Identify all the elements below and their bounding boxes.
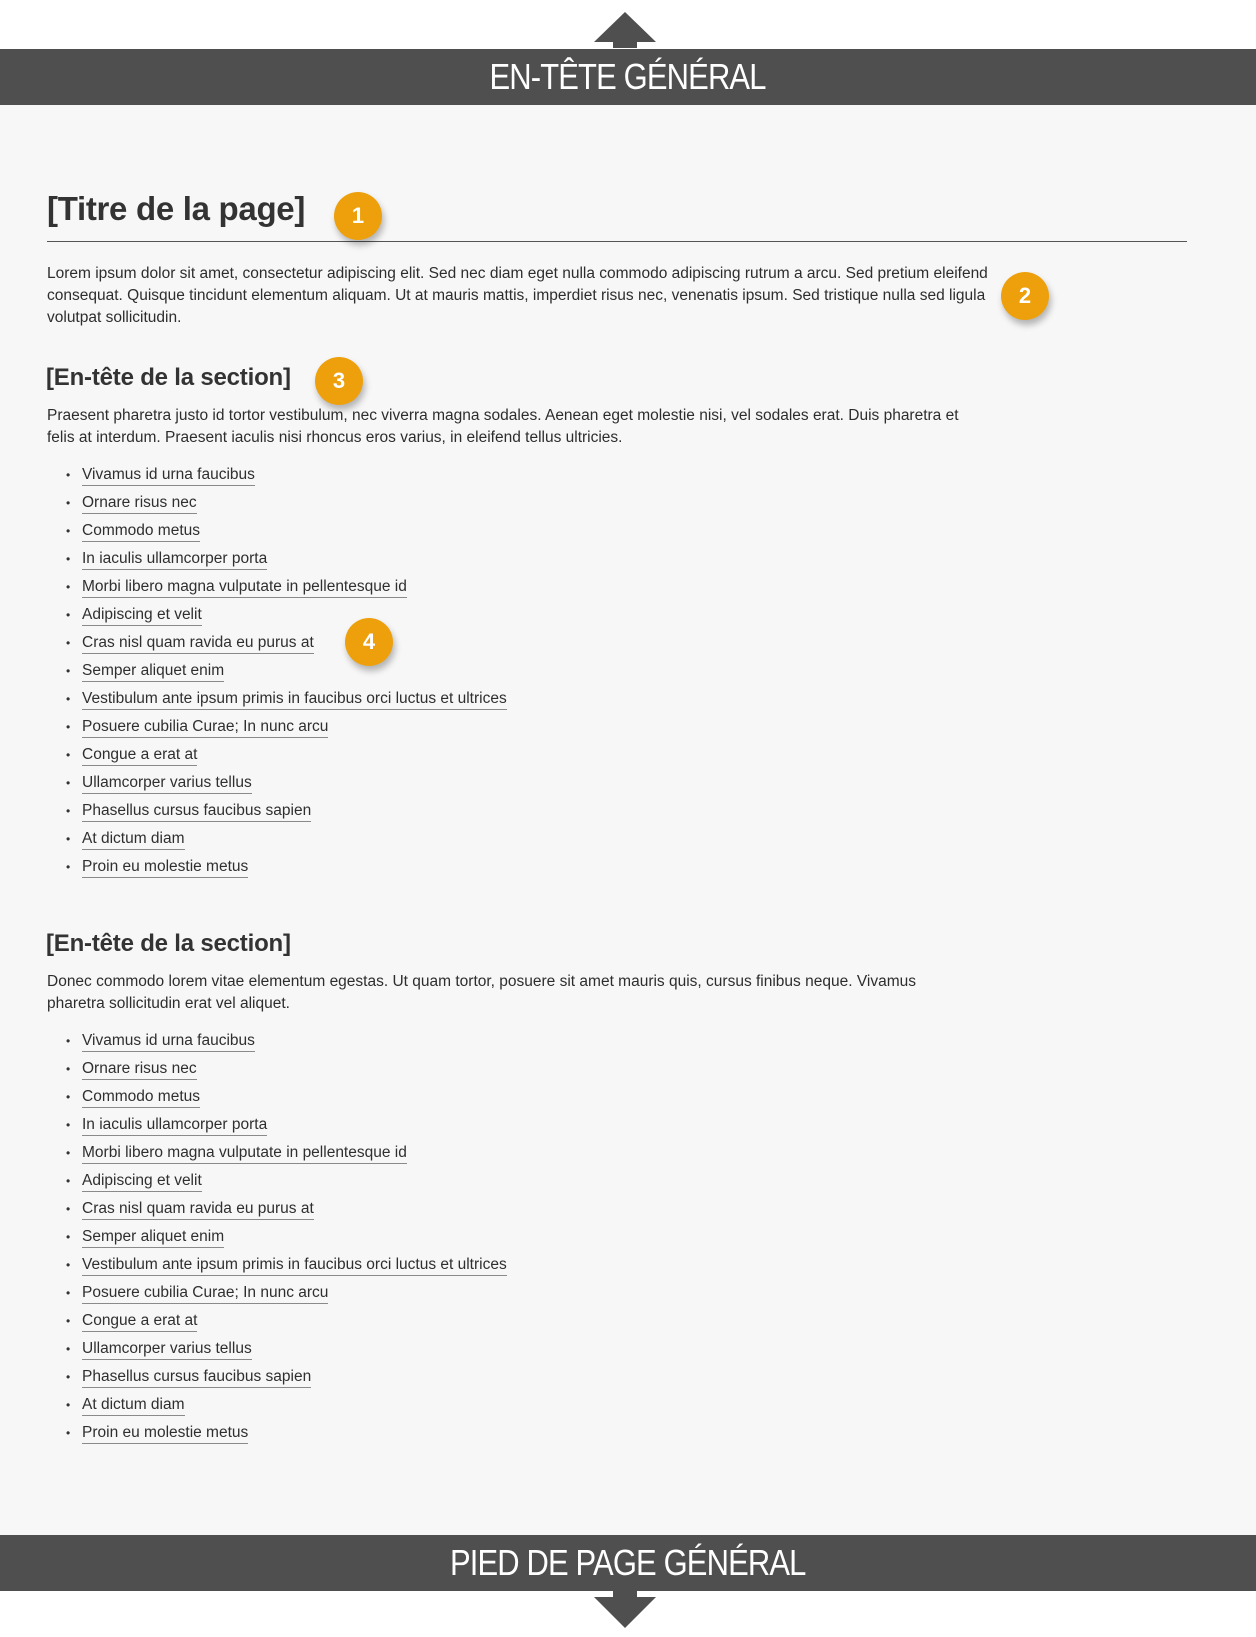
link-list: [66, 1031, 507, 1451]
list-link[interactable]: Cras nisl quam ravida eu purus at: [82, 1199, 314, 1220]
bullet-icon: •: [66, 1146, 71, 1160]
list-link[interactable]: Phasellus cursus faucibus sapien: [82, 1367, 311, 1388]
badge-number: 1: [351, 203, 365, 228]
list-item: [66, 1395, 507, 1423]
list-item: [66, 1339, 507, 1367]
bullet-icon: •: [66, 1370, 71, 1384]
bullet-icon: •: [66, 748, 71, 762]
bullet-icon: •: [66, 692, 71, 706]
bullet-icon: •: [66, 552, 71, 566]
bullet-icon: •: [66, 1426, 71, 1440]
global-header: [0, 49, 1256, 105]
list-item: [66, 1283, 507, 1311]
list-link[interactable]: At dictum diam: [82, 1395, 185, 1416]
list-item: [66, 1115, 507, 1143]
list-link[interactable]: Congue a erat at: [82, 1311, 197, 1332]
page-title-row: [47, 186, 1187, 242]
list-item: [66, 829, 507, 857]
bullet-icon: •: [66, 804, 71, 818]
bullet-icon: •: [66, 776, 71, 790]
section-heading: [En-tête de la section]: [46, 364, 291, 391]
global-footer-label: PIED DE PAGE GÉNÉRAL: [450, 1542, 806, 1583]
section-heading: [En-tête de la section]: [46, 930, 291, 957]
arrow-up-icon: [594, 12, 656, 48]
bullet-icon: •: [66, 1034, 71, 1048]
list-item: [66, 661, 507, 689]
bullet-icon: •: [66, 496, 71, 510]
badge-4: [345, 618, 393, 666]
badge-3: [315, 357, 363, 405]
list-item: [66, 1311, 507, 1339]
list-item: [66, 465, 507, 493]
list-item: [66, 773, 507, 801]
list-link[interactable]: Morbi libero magna vulputate in pellentesque id: [82, 577, 407, 598]
bullet-icon: •: [66, 832, 71, 846]
bullet-icon: •: [66, 1174, 71, 1188]
list-item: [66, 689, 507, 717]
list-item: [66, 1087, 507, 1115]
list-item: [66, 521, 507, 549]
list-item: [66, 1227, 507, 1255]
list-item: [66, 633, 507, 661]
list-item: [66, 1367, 507, 1395]
list-item: [66, 1059, 507, 1087]
list-link[interactable]: Ornare risus nec: [82, 493, 197, 514]
list-item: [66, 549, 507, 577]
list-link[interactable]: Congue a erat at: [82, 745, 197, 766]
bullet-icon: •: [66, 468, 71, 482]
list-link[interactable]: Commodo metus: [82, 521, 200, 542]
list-link[interactable]: Morbi libero magna vulputate in pellentesque id: [82, 1143, 407, 1164]
list-item: [66, 857, 507, 885]
section-paragraph: Praesent pharetra justo id tortor vestibulum, nec viverra magna sodales. Aenean eget molestie nisi, vel sodales erat. Duis pharetra et felis at interdum. Praesent iaculis nisi rhoncus eros varius, in eleifend tellus ultricies.: [47, 407, 959, 446]
bullet-icon: •: [66, 1314, 71, 1328]
bullet-icon: •: [66, 1258, 71, 1272]
list-item: [66, 745, 507, 773]
badge-number: 3: [332, 368, 346, 393]
list-link[interactable]: Adipiscing et velit: [82, 605, 202, 626]
bullet-icon: •: [66, 608, 71, 622]
bullet-icon: •: [66, 1230, 71, 1244]
badge-2: [1001, 272, 1049, 320]
bullet-icon: •: [66, 860, 71, 874]
list-link[interactable]: Semper aliquet enim: [82, 1227, 224, 1248]
list-link[interactable]: At dictum diam: [82, 829, 185, 850]
list-item: [66, 1031, 507, 1059]
list-item: [66, 1171, 507, 1199]
intro-paragraph: Lorem ipsum dolor sit amet, consectetur adipiscing elit. Sed nec diam eget nulla commodo adipiscing rutrum a arcu. Sed pretium eleifend consequat. Quisque tincidunt elementum aliquam. Ut at mauris mattis, imperdiet risus nec, venenatis ipsum. Sed tristique nulla sed ligula volutpat sollicitudin.: [47, 265, 988, 326]
list-item: [66, 717, 507, 745]
list-link[interactable]: Vivamus id urna faucibus: [82, 465, 255, 486]
list-link[interactable]: Posuere cubilia Curae; In nunc arcu: [82, 1283, 328, 1304]
link-list: [66, 465, 507, 885]
list-link[interactable]: Vestibulum ante ipsum primis in faucibus orci luctus et ultrices: [82, 689, 507, 710]
list-link[interactable]: Cras nisl quam ravida eu purus at: [82, 633, 314, 654]
list-item: [66, 801, 507, 829]
list-link[interactable]: Posuere cubilia Curae; In nunc arcu: [82, 717, 328, 738]
bullet-icon: •: [66, 1286, 71, 1300]
bullet-icon: •: [66, 720, 71, 734]
page-title: [Titre de la page]: [47, 190, 306, 227]
badge-1: [334, 192, 382, 240]
bullet-icon: •: [66, 1342, 71, 1356]
global-header-label: EN-TÊTE GÉNÉRAL: [489, 56, 767, 97]
bullet-icon: •: [66, 1090, 71, 1104]
list-link[interactable]: Ullamcorper varius tellus: [82, 773, 252, 794]
bullet-icon: •: [66, 1202, 71, 1216]
global-footer: [0, 1535, 1256, 1591]
list-link[interactable]: Ullamcorper varius tellus: [82, 1339, 252, 1360]
bullet-icon: •: [66, 580, 71, 594]
list-item: [66, 1143, 507, 1171]
list-item: [66, 1199, 507, 1227]
list-link[interactable]: In iaculis ullamcorper porta: [82, 1115, 267, 1136]
list-link[interactable]: Commodo metus: [82, 1087, 200, 1108]
list-item: [66, 1423, 507, 1451]
list-item: [66, 1255, 507, 1283]
bullet-icon: •: [66, 1062, 71, 1076]
bullet-icon: •: [66, 1118, 71, 1132]
badge-number: 4: [362, 629, 376, 654]
badge-number: 2: [1018, 283, 1032, 308]
arrow-down-icon: [594, 1590, 656, 1628]
bullet-icon: •: [66, 636, 71, 650]
list-link[interactable]: In iaculis ullamcorper porta: [82, 549, 267, 570]
list-link[interactable]: Ornare risus nec: [82, 1059, 197, 1080]
list-link[interactable]: Vestibulum ante ipsum primis in faucibus orci luctus et ultrices: [82, 1255, 507, 1276]
list-item: [66, 605, 507, 633]
list-item: [66, 577, 507, 605]
list-link[interactable]: Proin eu molestie metus: [82, 857, 248, 878]
list-link[interactable]: Adipiscing et velit: [82, 1171, 202, 1192]
section-paragraph: Donec commodo lorem vitae elementum egestas. Ut quam tortor, posuere sit amet mauris quis, cursus finibus neque. Vivamus pharetra sollicitudin erat vel aliquet.: [47, 973, 916, 1012]
bullet-icon: •: [66, 1398, 71, 1412]
list-item: [66, 493, 507, 521]
list-link[interactable]: Semper aliquet enim: [82, 661, 224, 682]
list-link[interactable]: Vivamus id urna faucibus: [82, 1031, 255, 1052]
bullet-icon: •: [66, 664, 71, 678]
bullet-icon: •: [66, 524, 71, 538]
list-link[interactable]: Proin eu molestie metus: [82, 1423, 248, 1444]
list-link[interactable]: Phasellus cursus faucibus sapien: [82, 801, 311, 822]
